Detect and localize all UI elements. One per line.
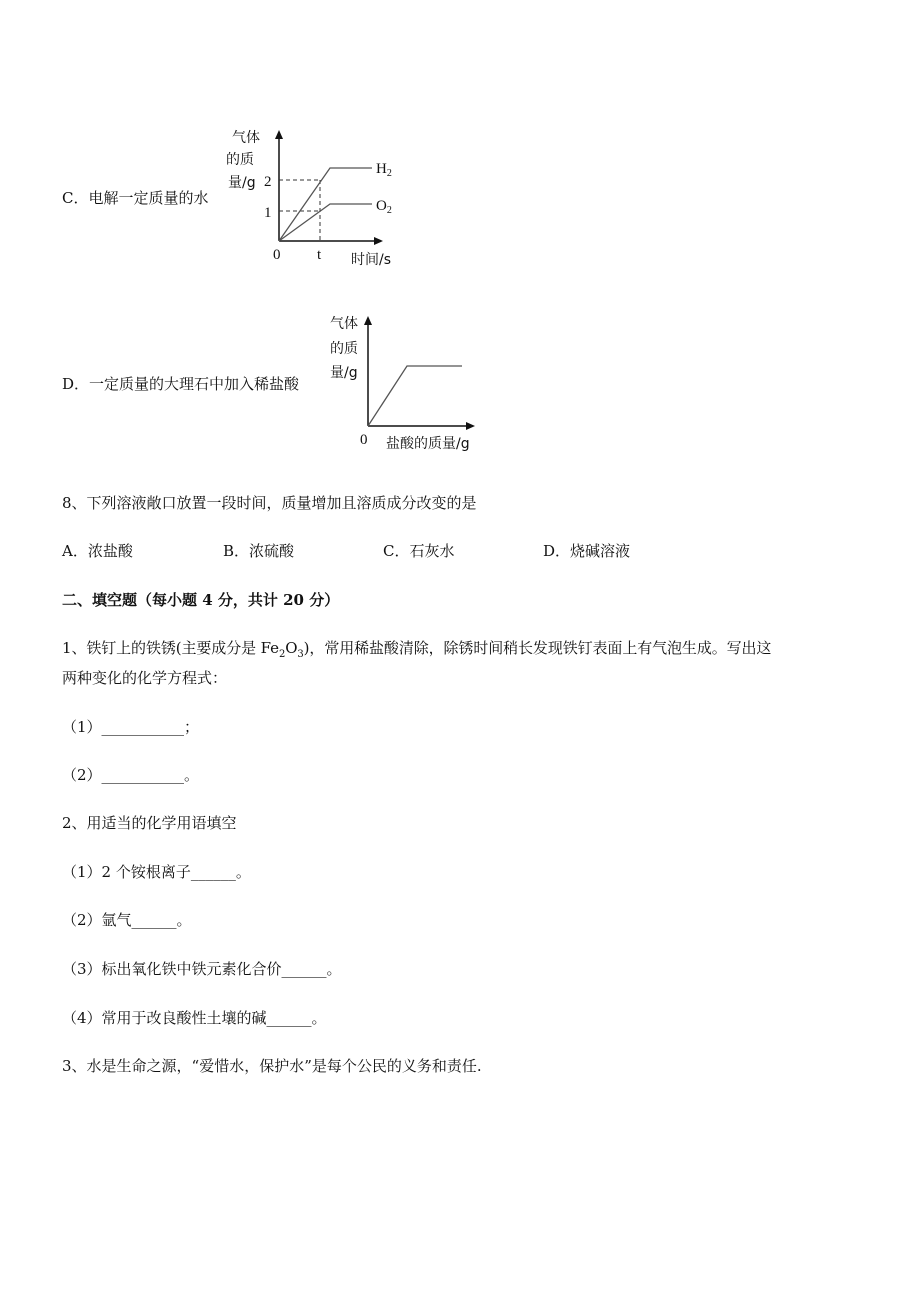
- fill-2-item-2: （2）氩气______。: [62, 911, 192, 929]
- y-label-line-3: 量/g: [330, 365, 358, 381]
- series-o2-line: [279, 204, 372, 241]
- origin-label: 0: [273, 247, 281, 263]
- series-o2-label: $O_2$: [376, 198, 392, 216]
- question-8-text: 8、下列溶液敞口放置一段时间，质量增加且溶质成分改变的是: [62, 494, 477, 512]
- y-label-line-2: 的质: [330, 341, 358, 357]
- y-tick-2: 2: [264, 174, 272, 190]
- origin-label: 0: [360, 432, 368, 448]
- q8-option-b: B．浓硫酸: [223, 542, 295, 560]
- y-axis-arrow: [364, 316, 372, 325]
- fill-1-line-2: 两种变化的化学方程式：: [62, 669, 228, 687]
- y-tick-1: 1: [264, 205, 272, 221]
- electrolysis-chart: [226, 126, 406, 271]
- fill-2-item-1: （1）2 个铵根离子______。: [62, 863, 251, 881]
- fill-2-item-3: （3）标出氧化铁中铁元素化合价______。: [62, 960, 342, 978]
- fill-1-line-1: 1、铁钉上的铁锈(主要成分是 $Fe_2O_3$)，常用稀盐酸清除，除锈时间稍长发现铁钉表面上有气泡生成。写出这: [62, 639, 772, 660]
- series-h2-label: $H_2$: [376, 161, 392, 179]
- q8-option-d: D．烧碱溶液: [543, 542, 631, 560]
- marble-hcl-chart: [328, 312, 488, 457]
- fill-1-item-2: （2）___________。: [62, 766, 200, 784]
- y-label-line-1: 气体: [232, 130, 260, 146]
- option-c-text: C．电解一定质量的水: [62, 189, 209, 207]
- x-tick-t: t: [317, 247, 322, 263]
- y-axis-arrow: [275, 130, 283, 139]
- x-axis-arrow: [466, 422, 475, 430]
- gas-mass-line: [368, 366, 462, 426]
- x-axis-arrow: [374, 237, 383, 245]
- x-axis-label: 时间/s: [351, 252, 392, 268]
- y-label-line-1: 气体: [330, 316, 358, 332]
- section-2-title: 二、填空题（每小题 4 分，共计 20 分）: [62, 591, 340, 609]
- q8-option-a: A．浓盐酸: [62, 542, 133, 560]
- fill-2-item-4: （4）常用于改良酸性土壤的碱______。: [62, 1009, 327, 1027]
- y-label-line-2: 的质: [226, 152, 254, 168]
- option-d-text: D．一定质量的大理石中加入稀盐酸: [62, 375, 300, 393]
- fill-3-text: 3、水是生命之源，“爱惜水，保护水”是每个公民的义务和责任.: [62, 1057, 482, 1075]
- fill-2-title: 2、用适当的化学用语填空: [62, 814, 237, 832]
- y-label-line-3: 量/g: [228, 175, 256, 191]
- fill-1-item-1: （1）___________；: [62, 718, 200, 736]
- x-axis-label: 盐酸的质量/g: [386, 436, 470, 452]
- q8-option-c: C．石灰水: [383, 542, 455, 560]
